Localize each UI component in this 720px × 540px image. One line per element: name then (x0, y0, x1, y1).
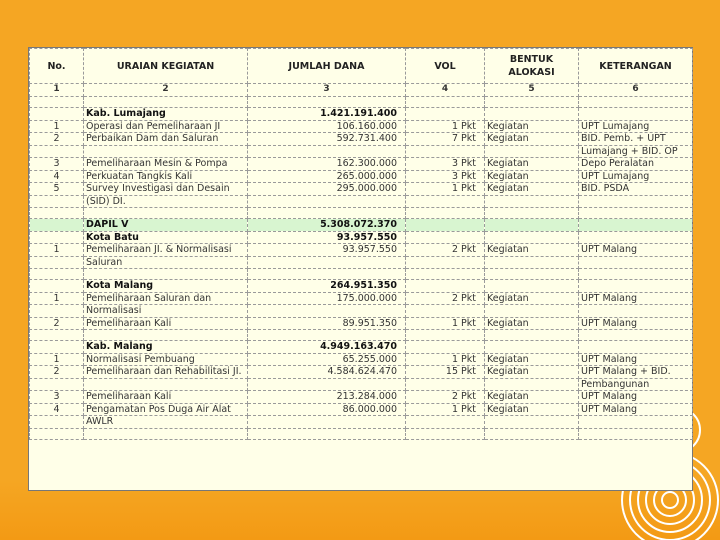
item-no: 4 (30, 403, 84, 416)
item-vol: 1 Pkt (406, 183, 485, 196)
item-uraian: Pemeliharaan Kali (84, 317, 248, 330)
item-bentuk: Kegiatan (485, 317, 579, 330)
section-row (30, 231, 693, 244)
item-bentuk: Kegiatan (485, 391, 579, 404)
item-vol (406, 256, 485, 269)
header-bentuk: BENTUK ALOKASI (485, 49, 579, 84)
item-no: 1 (30, 244, 84, 257)
item-dana: 93.957.550 (248, 244, 406, 257)
item-keterangan: UPT Lumajang (579, 120, 693, 133)
table-row (30, 416, 693, 429)
item-keterangan: UPT Malang (579, 353, 693, 366)
item-dana: 213.284.000 (248, 391, 406, 404)
item-uraian: Normalisasi (84, 305, 248, 318)
item-uraian: Perkuatan Tangkis Kali (84, 170, 248, 183)
item-bentuk: Kegiatan (485, 170, 579, 183)
item-dana: 592.731.400 (248, 133, 406, 146)
table-row (30, 378, 693, 391)
item-uraian: Pemeliharaan Mesin & Pompa (84, 158, 248, 171)
item-vol: 7 Pkt (406, 133, 485, 146)
item-dana (248, 256, 406, 269)
item-bentuk (485, 416, 579, 429)
section-total: 264.951.350 (248, 280, 406, 293)
item-bentuk (485, 256, 579, 269)
item-dana (248, 195, 406, 208)
item-vol (406, 378, 485, 391)
spacer-row (30, 428, 693, 439)
section-title: Kota Batu (84, 231, 248, 244)
item-bentuk: Kegiatan (485, 292, 579, 305)
item-vol: 1 Pkt (406, 403, 485, 416)
item-no (30, 416, 84, 429)
item-keterangan (579, 416, 693, 429)
item-vol: 1 Pkt (406, 317, 485, 330)
item-dana (248, 145, 406, 158)
table-row (30, 366, 693, 379)
item-vol (406, 195, 485, 208)
item-vol: 3 Pkt (406, 170, 485, 183)
item-uraian: Survey Investigasi dan Desain (84, 183, 248, 196)
item-uraian: (SID) DI. (84, 195, 248, 208)
item-dana: 89.951.350 (248, 317, 406, 330)
header-jumlah: JUMLAH DANA (248, 49, 406, 84)
item-no: 2 (30, 133, 84, 146)
table-row (30, 403, 693, 416)
item-uraian (84, 145, 248, 158)
item-bentuk: Kegiatan (485, 133, 579, 146)
item-keterangan: UPT Malang + BID. (579, 366, 693, 379)
table-row (30, 305, 693, 318)
spacer-row (30, 269, 693, 280)
col-number: 5 (485, 84, 579, 97)
table-row (30, 391, 693, 404)
section-row (30, 280, 693, 293)
item-vol: 2 Pkt (406, 391, 485, 404)
item-vol: 2 Pkt (406, 292, 485, 305)
item-vol (406, 416, 485, 429)
item-vol: 2 Pkt (406, 244, 485, 257)
table-row (30, 120, 693, 133)
table-row (30, 256, 693, 269)
item-bentuk (485, 195, 579, 208)
table-row (30, 158, 693, 171)
item-no: 2 (30, 317, 84, 330)
item-uraian: Operasi dan Pemeliharaan JI (84, 120, 248, 133)
header-keterangan: KETERANGAN (579, 49, 693, 84)
item-uraian: Normalisasi Pembuang (84, 353, 248, 366)
item-keterangan (579, 305, 693, 318)
item-no: 1 (30, 120, 84, 133)
section-title: Kab. Malang (84, 341, 248, 354)
table-row (30, 183, 693, 196)
header-row (30, 49, 693, 84)
item-keterangan: UPT Lumajang (579, 170, 693, 183)
item-no: 1 (30, 353, 84, 366)
section-total: 4.949.163.470 (248, 341, 406, 354)
item-bentuk: Kegiatan (485, 366, 579, 379)
item-bentuk: Kegiatan (485, 120, 579, 133)
item-dana: 265.000.000 (248, 170, 406, 183)
table-row (30, 145, 693, 158)
dapil-total: 5.308.072.370 (248, 219, 406, 232)
item-no: 4 (30, 170, 84, 183)
item-bentuk (485, 305, 579, 318)
item-vol (406, 305, 485, 318)
item-keterangan: UPT Malang (579, 292, 693, 305)
item-dana: 175.000.000 (248, 292, 406, 305)
item-no (30, 305, 84, 318)
item-no: 5 (30, 183, 84, 196)
col-number: 6 (579, 84, 693, 97)
budget-table (29, 48, 693, 440)
item-dana: 4.584.624.470 (248, 366, 406, 379)
table-row (30, 195, 693, 208)
item-uraian: Perbaikan Dam dan Saluran (84, 133, 248, 146)
item-uraian: AWLR (84, 416, 248, 429)
item-bentuk: Kegiatan (485, 244, 579, 257)
item-dana: 162.300.000 (248, 158, 406, 171)
item-bentuk (485, 145, 579, 158)
item-dana (248, 305, 406, 318)
table-row (30, 133, 693, 146)
item-vol: 15 Pkt (406, 366, 485, 379)
col-number: 4 (406, 84, 485, 97)
item-no (30, 195, 84, 208)
item-no (30, 256, 84, 269)
item-keterangan: UPT Malang (579, 244, 693, 257)
item-keterangan: Pembangunan (579, 378, 693, 391)
section-title: Kab. Lumajang (84, 108, 248, 121)
item-keterangan: Depo Peralatan (579, 158, 693, 171)
header-no: No. (30, 49, 84, 84)
item-keterangan: Lumajang + BID. OP (579, 145, 693, 158)
item-uraian: Saluran (84, 256, 248, 269)
item-dana (248, 378, 406, 391)
item-keterangan: UPT Malang (579, 403, 693, 416)
section-row (30, 108, 693, 121)
item-no: 3 (30, 391, 84, 404)
item-dana: 295.000.000 (248, 183, 406, 196)
table-row (30, 353, 693, 366)
section-total: 93.957.550 (248, 231, 406, 244)
item-uraian: Pengamatan Pos Duga Air Alat (84, 403, 248, 416)
item-bentuk: Kegiatan (485, 183, 579, 196)
table-row (30, 317, 693, 330)
item-keterangan: BID. Pemb. + UPT (579, 133, 693, 146)
item-uraian: Pemeliharaan Kali (84, 391, 248, 404)
item-dana: 65.255.000 (248, 353, 406, 366)
dapil-row (30, 219, 693, 232)
item-keterangan (579, 195, 693, 208)
section-row (30, 341, 693, 354)
col-number: 2 (84, 84, 248, 97)
item-keterangan (579, 256, 693, 269)
item-dana (248, 416, 406, 429)
section-title: Kota Malang (84, 280, 248, 293)
spacer-row (30, 208, 693, 219)
table-row (30, 170, 693, 183)
header-uraian: URAIAN KEGIATAN (84, 49, 248, 84)
item-vol: 3 Pkt (406, 158, 485, 171)
item-keterangan: UPT Malang (579, 391, 693, 404)
item-dana: 106.160.000 (248, 120, 406, 133)
item-keterangan: UPT Malang (579, 317, 693, 330)
item-uraian (84, 378, 248, 391)
item-no: 3 (30, 158, 84, 171)
item-bentuk: Kegiatan (485, 403, 579, 416)
column-number-row (30, 84, 693, 97)
item-uraian: Pemeliharaan dan Rehabilitasi JI. (84, 366, 248, 379)
budget-table-sheet (28, 47, 693, 491)
spacer-row (30, 330, 693, 341)
item-no (30, 378, 84, 391)
item-no: 2 (30, 366, 84, 379)
item-no: 1 (30, 292, 84, 305)
col-number: 3 (248, 84, 406, 97)
header-vol: VOL (406, 49, 485, 84)
item-dana: 86.000.000 (248, 403, 406, 416)
table-row (30, 292, 693, 305)
item-bentuk (485, 378, 579, 391)
section-total: 1.421.191.400 (248, 108, 406, 121)
item-vol: 1 Pkt (406, 353, 485, 366)
table-row (30, 244, 693, 257)
item-vol: 1 Pkt (406, 120, 485, 133)
col-number: 1 (30, 84, 84, 97)
item-bentuk: Kegiatan (485, 353, 579, 366)
item-no (30, 145, 84, 158)
dapil-title: DAPIL V (84, 219, 248, 232)
spacer-row (30, 97, 693, 108)
item-bentuk: Kegiatan (485, 158, 579, 171)
item-uraian: Pemeliharaan Saluran dan (84, 292, 248, 305)
item-uraian: Pemeliharaan JI. & Normalisasi (84, 244, 248, 257)
item-keterangan: BID. PSDA (579, 183, 693, 196)
item-vol (406, 145, 485, 158)
